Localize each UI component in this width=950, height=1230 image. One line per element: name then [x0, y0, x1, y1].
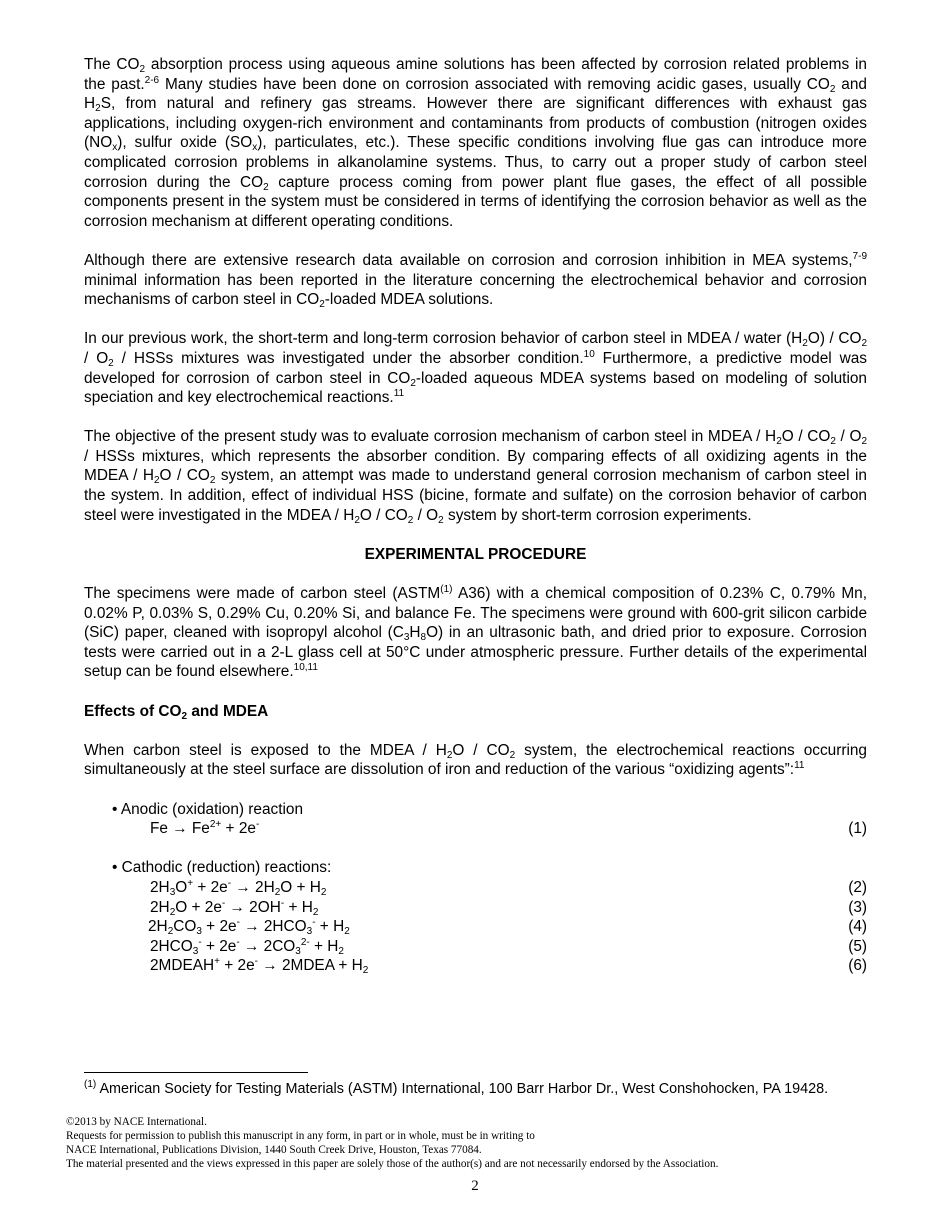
cathodic-label: • Cathodic (reduction) reactions:: [112, 859, 332, 877]
paragraph-specimens: The specimens were made of carbon steel (ASTM$^{(1)}$ A36) with a chemical composition of 0.23% C, 0.79% Mn, 0.02% P, 0.03% S, 0.29% Cu, 0.20% Si, and balance Fe. The specimens were ground with 600-grit silicon carbide (SiC) paper, cleaned with isopropyl alcohol $(C_3H_8O)$ in an ultrasonic bath, and dried prior to exposure. Corrosion tests were carried out in a 2-L glass cell at 50°C under atmospheric pressure. Further details of the experimental setup can be found elsewhere.$^{10,11}$: [84, 584, 867, 681]
footnote-text: American Society for Testing Materials (ASTM) International, 100 Barr Harbor Dr., West Conshohocken, PA 19428.: [96, 1081, 829, 1097]
equation-number: (1): [848, 820, 867, 838]
footnote-marker: (1): [84, 1079, 97, 1090]
subheading-effects: Effects of $CO_2$ and MDEA: [84, 702, 269, 722]
legal-notice: [66, 1116, 718, 1172]
reaction-5: $2HCO_3^- + 2e^- \to 2CO_3^{2-} + H_2$ (5): [150, 936, 867, 957]
paragraph-exposure: When carbon steel is exposed to the MDEA / $H_2O / CO_2$ system, the electrochemical reactions occurring simultaneously at the steel surface are dissolution of iron and reduction of the various “oxidizing agents”:$^{11}$: [84, 741, 867, 779]
reaction-4: $2H_2CO_3 + 2e^- \to 2HCO_3^- + H_2$ (4): [148, 917, 867, 938]
reaction-3: $2H_2O + 2e^- \to 2OH^- + H_2$ (3): [150, 897, 867, 918]
equation-number: (5): [848, 937, 867, 955]
paragraph-previous-work: In our previous work, the short-term and long-term corrosion behavior of carbon steel in MDEA / water $(H_2O) / CO_2 / O_2$ / HSSs mixtures was investigated under the absorber condition.$^{10}$ Furthermore, a predictive model was developed for corrosion of carbon steel in $CO_2$-loaded aqueous MDEA systems based on modeling of solution speciation and key electrochemical reactions.$^{11}$: [84, 330, 868, 407]
paragraph-objective: The objective of the present study was to evaluate corrosion mechanism of carbon steel in MDEA / $H_2O / CO_2 / O_2$ / HSSs mixtures, which represents the absorber condition. By comparing effects of all oxidizing agents in the MDEA / $H_2O / CO_2$ system, an attempt was made to understand general corrosion mechanism of carbon steel in the system. In addition, effect of individual HSS (bicine, formate and sulfate) on the corrosion behavior of carbon steel were investigated in the MDEA / $H_2O / CO_2 / O_2$ system by short-term corrosion experiments.: [84, 428, 868, 526]
copyright-line: ©2013 by NACE International.: [66, 1116, 207, 1128]
anodic-reaction-block: [84, 800, 867, 839]
equation-number: (4): [848, 918, 867, 936]
equation-number: (2): [848, 878, 867, 896]
reaction-6: 2MDEAH+ + 2e- → 2MDEA + $H_2$ (6): [150, 956, 867, 977]
equation-number: (6): [848, 957, 867, 975]
paragraph-research-data: Although there are extensive research data available on corrosion and corrosion inhibition in MEA systems,$^{7-9}$ minimal information has been reported in the literature concerning the electrochemical behavior and corrosion mechanisms of carbon steel in $CO_2$-loaded MDEA solutions.: [84, 250, 867, 311]
footnote-divider: [84, 1072, 308, 1073]
anodic-label: • Anodic (oxidation) reaction: [112, 800, 304, 818]
paragraph-co2-absorption: The $CO_2$ absorption process using aqueous amine solutions has been affected by corrosion related problems in the past.$^{2-6}$ Many studies have been done on corrosion associated with removing acidic gases, usually $CO_2$ and $H_2S$, from natural and refinery gas streams. However there are significant differences with exhaust gas applications, including oxygen-rich environment and contaminants from products of combustion (nitrogen oxides $(NO_x)$, sulfur oxide $(SO_x)$, particulates, etc.). These specific conditions involving flue gas can introduce more complicated corrosion problems in alkanolamine systems. Thus, to carry out a proper study of carbon steel corrosion during the $CO_2$ capture process coming from power plant flue gases, the effect of all possible components present in the system must be considered in terms of identifying the corrosion behavior as well as the corrosion mechanism at different operating conditions.: [84, 56, 868, 230]
disclaimer-line: The material presented and the views expressed in this paper are solely those of the author(s) and are not necessarily endorsed by the Association.: [66, 1157, 719, 1170]
page-number: 2: [471, 1178, 479, 1194]
permission-line: Requests for permission to publish this manuscript in any form, in part or in whole, must be in writing to: [66, 1129, 535, 1142]
reaction-2: $2H_3O^+ + 2e^- \to 2H_2O + H_2$ (2): [150, 877, 867, 898]
reaction-1: $Fe \to Fe^{2+} + 2e^-$ (1): [150, 819, 867, 838]
section-heading: EXPERIMENTAL PROCEDURE: [364, 545, 587, 563]
address-line: NACE International, Publications Division, 1440 South Creek Drive, Houston, Texas 77084.: [66, 1143, 482, 1156]
equation-number: (3): [848, 898, 867, 916]
cathodic-reactions-block: [84, 858, 867, 976]
footnote: [84, 1080, 854, 1098]
page-body: [84, 55, 867, 996]
